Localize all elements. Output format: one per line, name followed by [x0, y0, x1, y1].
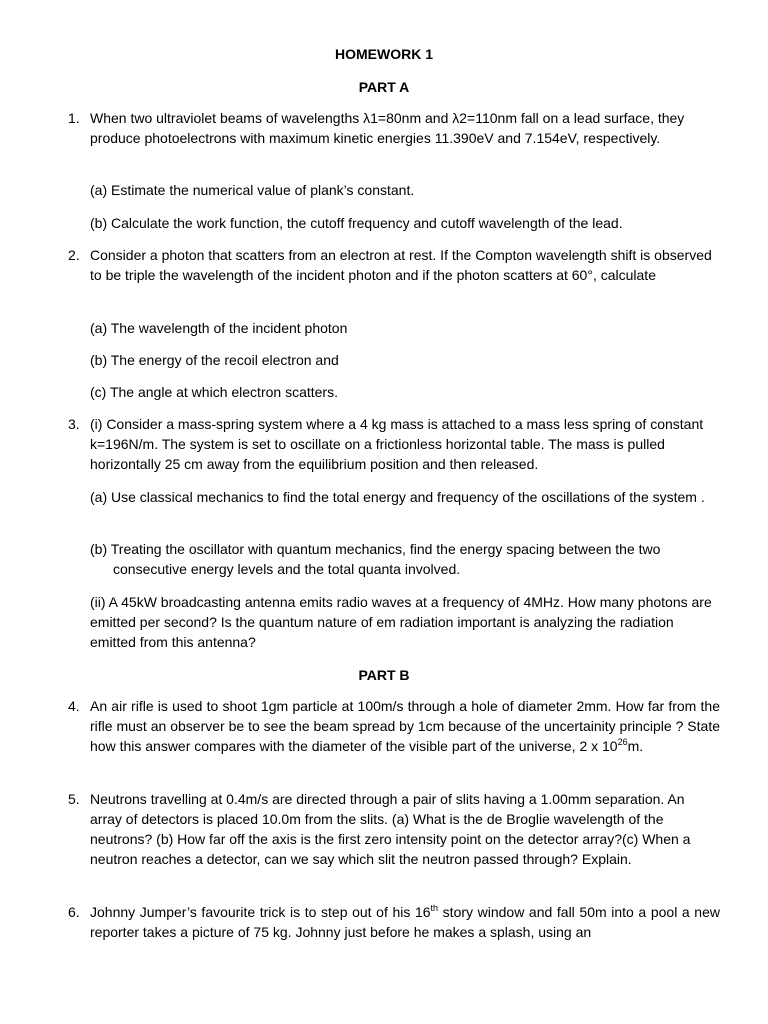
question-1b: (b) Calculate the work function, the cutoff frequency and cutoff wavelength of the lead. — [90, 215, 623, 231]
part-a-heading: PART A — [358, 79, 410, 95]
part-b-heading: PART B — [358, 667, 410, 683]
question-2-text: Consider a photon that scatters from an electron at rest. If the Compton wavelength shift is observed to be triple the wavelength of the incident photon and if the photon scatters at 60°, calculate — [90, 247, 712, 283]
question-2b: (b) The energy of the recoil electron and — [90, 352, 339, 368]
question-4-text — [90, 696, 720, 756]
question-4-text-main: An air rifle is used to shoot 1gm particle at 100m/s through a hole of diameter 2mm. How far from the rifle must an observer be to see the beam spread by 1cm because of the uncertainity principle ? State how this answer compares with the diameter of the visible part of the universe, 2 x 10 — [90, 698, 720, 754]
question-4-number: 4. — [68, 698, 80, 714]
question-1-number: 1. — [68, 110, 80, 126]
question-4-exponent: 26 — [617, 737, 628, 747]
question-3-part-ii: (ii) A 45kW broadcasting antenna emits radio waves at a frequency of 4MHz. How many photons are emitted per second? Is the quantum nature of em radiation important is analyzing the radiation emitted from this antenna? — [90, 594, 712, 650]
question-2c: (c) The angle at which electron scatters. — [90, 384, 338, 400]
question-6-number: 6. — [68, 904, 80, 920]
question-5-number: 5. — [68, 791, 80, 807]
question-3-part-i: (i) Consider a mass-spring system where a 4 kg mass is attached to a mass less spring of constant k=196N/m. The system is set to oscillate on a frictionless horizontal table. The mass is pulled horizontally 25 cm away from the equilibrium position and then released. — [90, 416, 704, 472]
question-3-number: 3. — [68, 416, 80, 432]
question-6-ordinal-suffix: th — [430, 903, 439, 913]
question-2a: (a) The wavelength of the incident photon — [90, 320, 348, 336]
question-6-text-end: story window and fall 50m into a pool a new reporter takes a picture of 75 kg. Johnny just before he makes a splash, using an — [90, 904, 720, 940]
question-4-text-end: m. — [627, 738, 644, 754]
question-5-text: Neutrons travelling at 0.4m/s are directed through a pair of slits having a 1.00mm separation. An array of detectors is placed 10.0m from the slits. (a) What is the de Broglie wavelength of the neutrons? (b) How far off the axis is the first zero intensity point on the detector array?(c) When a neutron reaches a detector, can we say which slit the neutron passed through? Explain. — [90, 791, 691, 867]
question-6-text-main: Johnny Jumper’s favourite trick is to step out of his 16 — [90, 904, 431, 920]
question-6-text — [90, 902, 720, 942]
question-2-number: 2. — [68, 247, 80, 263]
question-3b: (b) Treating the oscillator with quantum mechanics, find the energy spacing between the two consecutive energy levels and the total quanta involved. — [90, 541, 661, 577]
question-3a: (a) Use classical mechanics to find the total energy and frequency of the oscillations of the system . — [90, 489, 705, 505]
question-1-text: When two ultraviolet beams of wavelengths λ1=80nm and λ2=110nm fall on a lead surface, they produce photoelectrons with maximum kinetic energies 11.390eV and 7.154eV, respectively. — [90, 110, 685, 146]
homework-title: HOMEWORK 1 — [335, 46, 433, 62]
question-1a: (a) Estimate the numerical value of plank’s constant. — [90, 182, 415, 198]
